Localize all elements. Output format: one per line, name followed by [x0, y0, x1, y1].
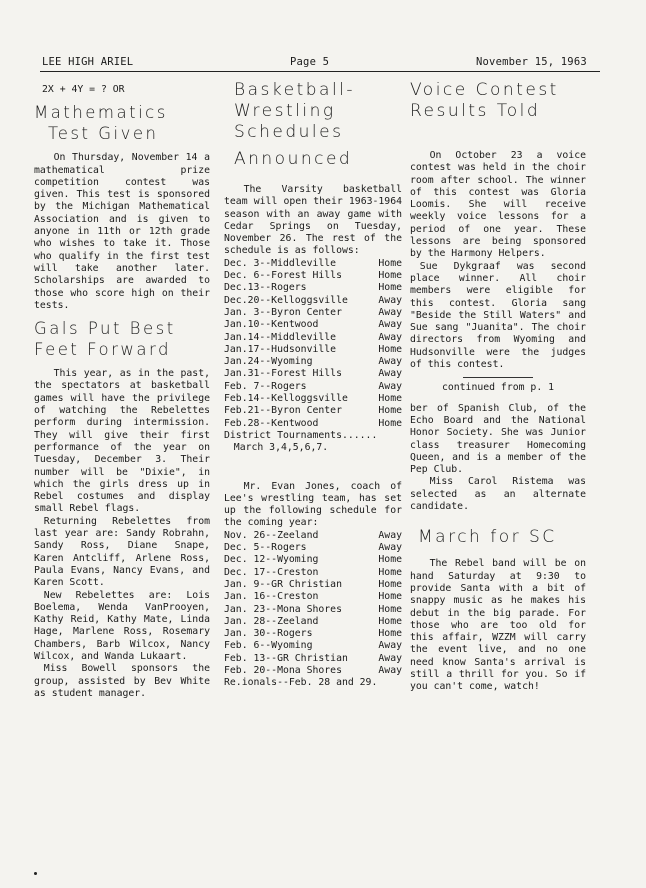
schedule-row: Jan. 16--Creston Home [224, 591, 402, 603]
continued-label: continued from p. 1 [441, 382, 555, 394]
schedule-row: Feb. 6--Wyoming Away [224, 640, 402, 652]
regionals-line: Re.ionals--Feb. 28 and 29. [224, 677, 378, 689]
schedule-row: Dec. 6--Forest Hills Home [224, 270, 402, 282]
math-paragraph: On Thursday, November 14 a mathematical prize competition contest was given. This test is sponsored by the Michigan Mathematical Association and is given to anyone in 11th or 12th grade who wishes to take it. Those who qualify in the first test will take another later. Scholarships are awarded to those who score high on their tests. [34, 152, 210, 311]
schedule-row: Jan. 3--Byron Center Away [224, 306, 402, 318]
math-headline-1: Mathematics [34, 103, 168, 123]
schedule-row: Jan.24--Wyoming Away [224, 356, 402, 368]
continued-paragraph: Miss Carol Ristema was selected as an alternate candidate. [410, 476, 586, 513]
wrestling-schedule [224, 530, 402, 678]
column-right [410, 80, 586, 694]
gals-headline-1: Gals Put Best [34, 319, 176, 339]
masthead-name: LEE HIGH ARIEL [42, 56, 134, 68]
schedule-row: Dec. 12--Wyoming Home [224, 554, 402, 566]
schedule-row: Dec. 3--Middleville Home [224, 257, 402, 269]
gals-paragraph: New Rebelettes are: Lois Boelema, Wenda VanProoyen, Kathy Reid, Kathy Mate, Linda Hage, Marlene Ross, Rosemary Chambers, Barb Wilcox, Nancy Wilcox, and Wanda Lukaart. [34, 589, 210, 662]
gals-paragraph: Returning Rebelettes from last year are: Sandy Robrahn, Sandy Ross, Diane Snape, Karen Antcliff, Arlene Ross, Paula Evans, Nancy Evans, and Karen Scott. [34, 515, 210, 589]
continued-rule [463, 377, 533, 378]
schedule-row: Jan.17--Hudsonville Home [224, 343, 402, 355]
schedule-row: Feb. 20--Mona Shores Away [224, 664, 402, 676]
schedules-headline-1: Basketball- [234, 80, 356, 100]
math-puzzle: 2X + 4Y = ? OR [42, 84, 125, 95]
voice-headline-1: Voice Contest [410, 80, 559, 100]
schedule-row: Feb. 7--Rogers Away [224, 380, 402, 392]
schedule-row: Feb.14--Kelloggsville Home [224, 393, 402, 405]
math-headline-2: Test Given [48, 124, 159, 144]
schedules-headline-2: Wrestling [234, 101, 336, 121]
schedule-row: Jan.10--Kentwood Away [224, 319, 402, 331]
schedule-row: Dec. 5--Rogers Away [224, 542, 402, 554]
voice-paragraph: On October 23 a voice contest was held in the choir room after school. The winner of this contest was Gloria Loomis. She will receive weekly voice lessons for a period of one year. These lessons are being sponsored by the Harmony Helpers. [410, 150, 586, 260]
wrestling-intro: Mr. Evan Jones, coach of Lee's wrestling team, has set up the following schedule for the coming year: [224, 480, 402, 529]
issue-date: November 15, 1963 [476, 56, 587, 68]
schedule-row: Jan. 23--Mona Shores Home [224, 603, 402, 615]
basketball-schedule [224, 258, 402, 430]
schedule-row: Jan. 30--Rogers Home [224, 628, 402, 640]
gals-headline-2: Feet Forward [34, 340, 171, 360]
voice-headline-2: Results Told [410, 101, 541, 121]
schedules-headline-3: Schedules [234, 122, 344, 142]
march-headline: March for SC [418, 527, 557, 548]
march-paragraph: The Rebel band will be on hand Saturday at 9:30 to provide Santa with a bit of snappy music as he makes his debut in the big parade. For those who are too old for this affair, WZZM will carry the event live, and no one need know Santa's arrival is still a thrill for you. So if you can't come, watch! [410, 558, 586, 693]
schedule-row: Feb. 13--GR Christian Away [224, 652, 402, 664]
schedule-row: Dec.20--Kelloggsville Away [224, 294, 402, 306]
column-left [34, 80, 210, 700]
tournament-dates: March 3,4,5,6,7. [233, 442, 329, 454]
schedule-row: Jan.14--Middleville Away [224, 331, 402, 343]
schedule-row: Nov. 26--Zeeland Away [224, 529, 402, 541]
page-number: Page 5 [290, 56, 330, 68]
continued-notice [410, 377, 586, 394]
basketball-intro: The Varsity basketball team will open their 1963-1964 season with an away game with Cedar Springs on Tuesday, November 26. The rest of the schedule is as follows: [224, 184, 402, 257]
schedule-row: Dec. 17--Creston Home [224, 566, 402, 578]
schedule-row: Dec.13--Rogers Home [224, 282, 402, 294]
column-middle [224, 80, 402, 690]
scan-speck [34, 872, 37, 875]
voice-paragraph: Sue Dykgraaf was second place winner. All choir members were eligible for this contest. Gloria sang "Beside the Still Waters" and Sue sang "Juanita". The choir directors from Wyoming and Hudsonville were the judges of this contest. [410, 260, 586, 371]
schedules-headline-4: Announced [234, 149, 353, 169]
header-rule [40, 71, 600, 72]
tournament-line: District Tournaments...... [224, 429, 378, 441]
gals-paragraph: Miss Bowell sponsors the group, assisted by Bev White as student manager. [34, 663, 210, 699]
continued-paragraph: ber of Spanish Club, of the Echo Board and the National Honor Society. She was Junior class treasurer Homecoming Queen, and is a member of the Pep Club. [410, 402, 586, 476]
schedule-row: Feb.28--Kentwood Home [224, 417, 402, 429]
gals-paragraph: This year, as in the past, the spectators at basketball games will have the privilege of watching the Rebelettes perform during intermission. They will give their first performance of the year on Tuesday, December 3. Their number will be "Dixie", in which the girls dress up in Rebel costumes and display small Rebel flags. [34, 368, 210, 515]
schedule-row: Jan.31--Forest Hills Away [224, 368, 402, 380]
schedule-row: Feb.21--Byron Center Home [224, 405, 402, 417]
schedule-row: Jan. 9--GR Christian Home [224, 578, 402, 590]
schedule-row: Jan. 28--Zeeland Home [224, 615, 402, 627]
